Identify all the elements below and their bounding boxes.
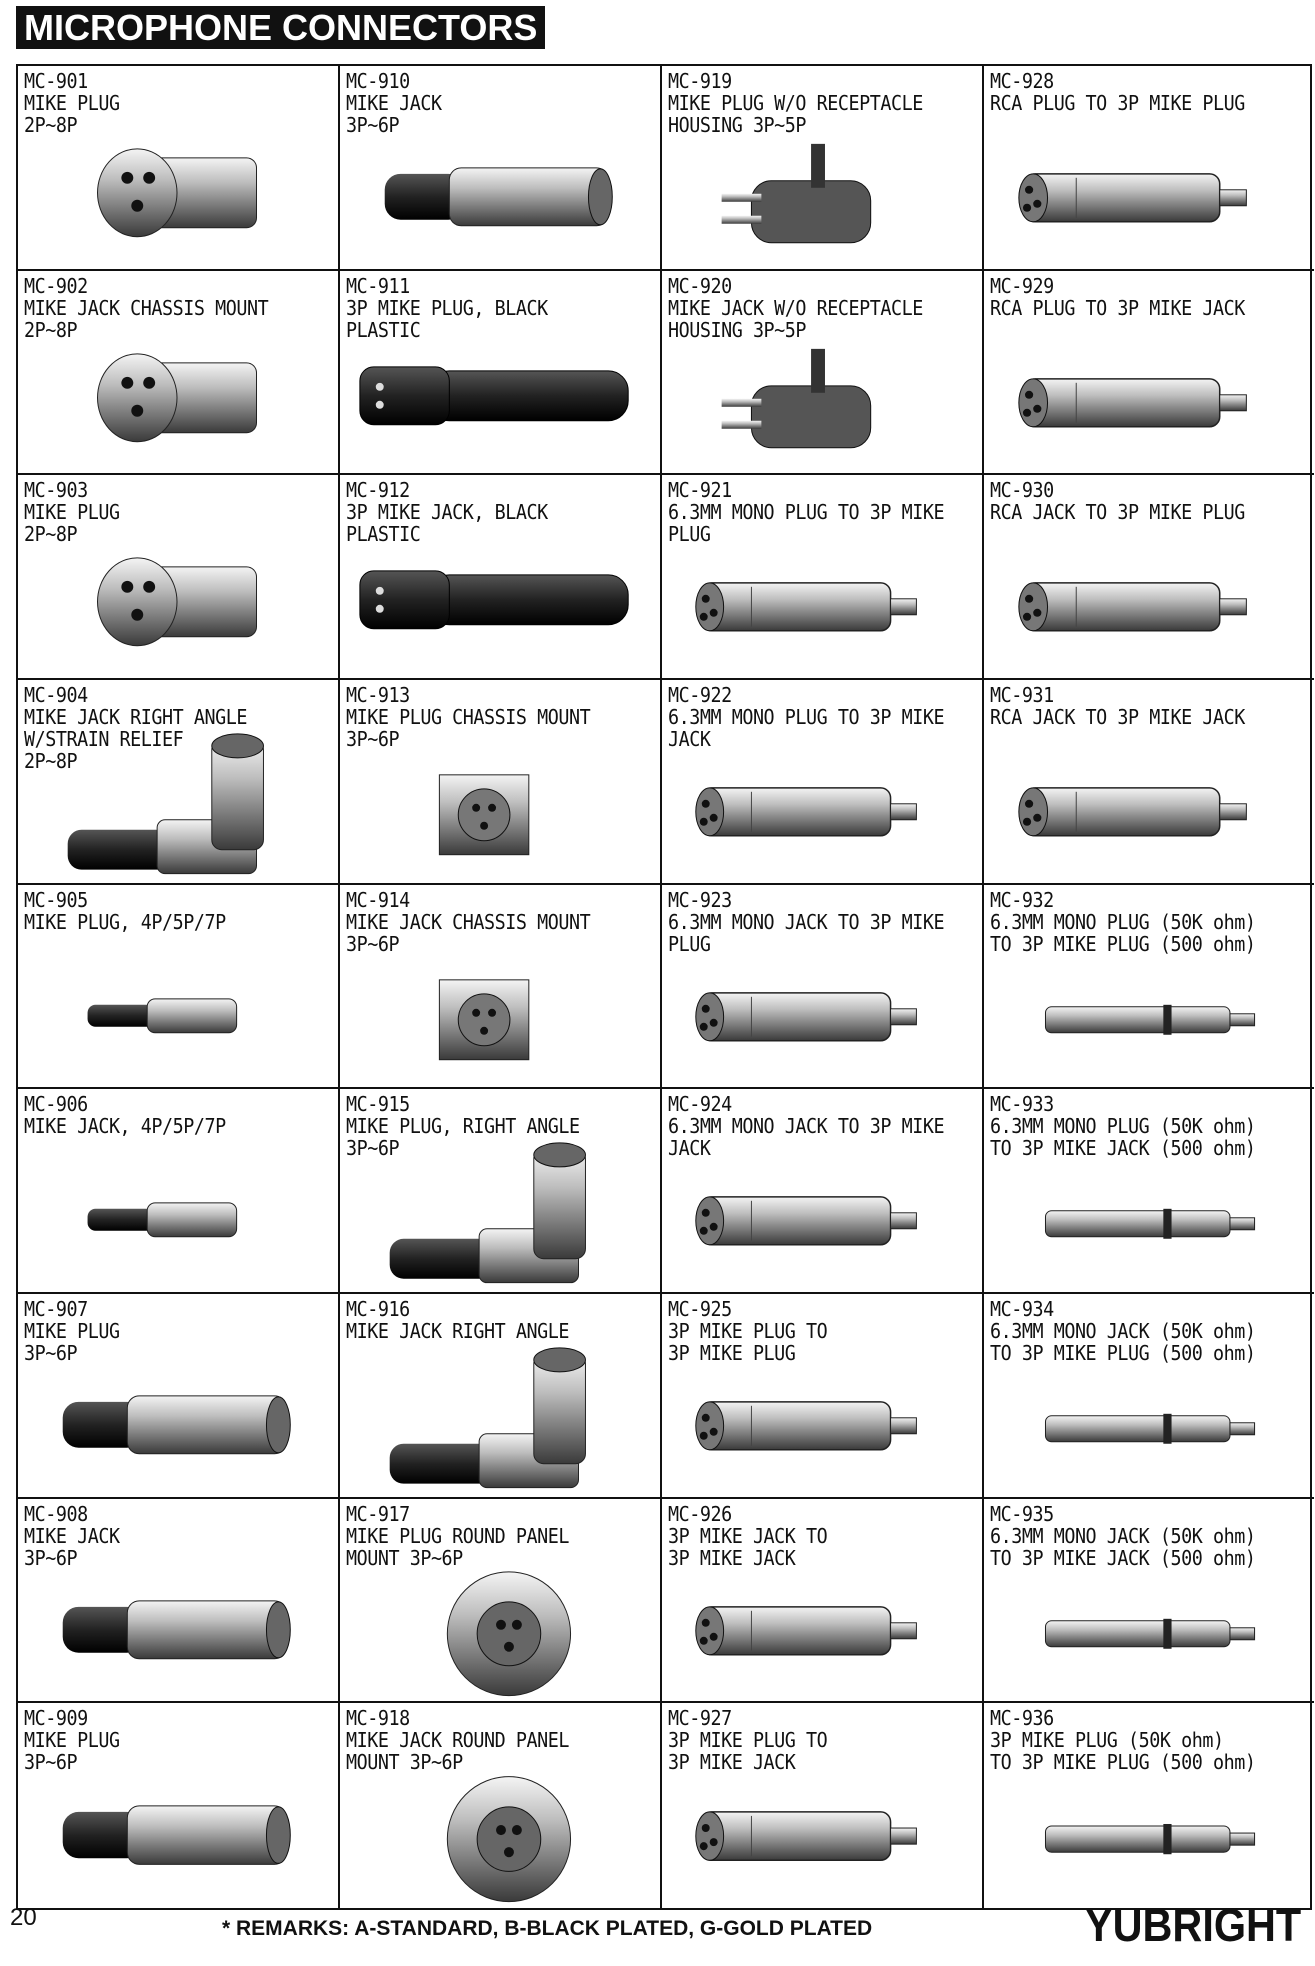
product-description: MIKE PLUG W/O RECEPTACLE HOUSING 3P~5P <box>668 91 923 137</box>
product-cell <box>984 66 1314 271</box>
product-cell <box>340 1089 662 1294</box>
product-cell <box>18 475 340 680</box>
product-description: 6.3MM MONO JACK TO 3P MIKE PLUG <box>668 909 945 956</box>
product-description: MIKE PLUG CHASSIS MOUNT 3P~6P <box>346 705 591 751</box>
product-description: MIKE PLUG 3P~6P <box>24 1319 120 1365</box>
product-description: MIKE PLUG ROUND PANEL MOUNT 3P~6P <box>346 1523 569 1570</box>
product-description: 3P MIKE PLUG, BLACK PLASTIC <box>346 295 548 342</box>
product-description: 3P MIKE JACK TO 3P MIKE JACK <box>668 1523 828 1570</box>
product-cell <box>340 271 662 476</box>
brand-logo: YUBRIGHT <box>1084 1899 1301 1951</box>
product-cell <box>340 885 662 1090</box>
product-cell <box>18 1089 340 1294</box>
product-code: MC-922 <box>668 683 732 707</box>
product-cell <box>340 475 662 680</box>
product-code: MC-904 <box>24 683 88 707</box>
product-cell <box>662 475 984 680</box>
product-code: MC-920 <box>668 273 732 298</box>
product-code: MC-915 <box>346 1092 410 1117</box>
product-cell <box>18 885 340 1090</box>
product-code: MC-906 <box>24 1092 88 1117</box>
product-description: MIKE JACK W/O RECEPTACLE HOUSING 3P~5P <box>668 295 923 342</box>
product-code: MC-928 <box>990 69 1054 93</box>
product-description: MIKE PLUG 3P~6P <box>24 1728 120 1775</box>
product-description: 3P MIKE PLUG TO 3P MIKE PLUG <box>668 1319 828 1365</box>
product-cell <box>984 1089 1314 1294</box>
page-number: 20 <box>10 1904 37 1931</box>
product-cell <box>984 1499 1314 1704</box>
product-code: MC-916 <box>346 1297 410 1321</box>
product-code: MC-931 <box>990 683 1054 707</box>
product-cell <box>984 475 1314 680</box>
product-code: MC-930 <box>990 478 1054 503</box>
product-cell <box>18 66 340 271</box>
product-code: MC-918 <box>346 1706 410 1731</box>
remarks-note: * REMARKS: A-STANDARD, B-BLACK PLATED, G-GOLD PLATED <box>222 1917 873 1940</box>
product-cell <box>662 1089 984 1294</box>
product-code: MC-908 <box>24 1501 88 1526</box>
product-code: MC-911 <box>346 273 410 298</box>
product-description: 6.3MM MONO PLUG (50K ohm) TO 3P MIKE PLUG (500 ohm) <box>990 909 1256 956</box>
product-code: MC-936 <box>990 1706 1054 1731</box>
product-code: MC-924 <box>668 1092 732 1117</box>
product-cell <box>662 1294 984 1499</box>
product-cell <box>984 885 1314 1090</box>
product-cell <box>340 1294 662 1499</box>
product-cell <box>340 1499 662 1704</box>
product-cell <box>340 680 662 885</box>
product-description: MIKE JACK CHASSIS MOUNT 2P~8P <box>24 295 269 342</box>
product-cell <box>662 66 984 271</box>
product-cell <box>984 271 1314 476</box>
product-code: MC-910 <box>346 69 410 93</box>
product-code: MC-912 <box>346 478 410 503</box>
product-cell <box>662 271 984 476</box>
product-cell <box>984 680 1314 885</box>
product-description: MIKE JACK RIGHT ANGLE <box>346 1319 569 1343</box>
page-title: MICROPHONE CONNECTORS <box>16 6 545 49</box>
product-cell <box>18 271 340 476</box>
product-cell <box>18 1499 340 1704</box>
product-description: MIKE JACK 3P~6P <box>24 1523 120 1570</box>
product-code: MC-903 <box>24 478 88 503</box>
product-description: 6.3MM MONO PLUG TO 3P MIKE JACK <box>668 705 945 751</box>
product-code: MC-901 <box>24 69 88 93</box>
product-cell <box>18 1294 340 1499</box>
product-code: MC-921 <box>668 478 732 503</box>
product-description: 6.3MM MONO JACK TO 3P MIKE JACK <box>668 1114 945 1161</box>
product-description: RCA PLUG TO 3P MIKE PLUG <box>990 91 1245 115</box>
product-cell <box>984 1703 1314 1908</box>
product-description: 3P MIKE PLUG (50K ohm) TO 3P MIKE PLUG (500 ohm) <box>990 1728 1256 1775</box>
product-cell <box>662 680 984 885</box>
product-description: MIKE PLUG, RIGHT ANGLE 3P~6P <box>346 1114 580 1161</box>
product-cell <box>340 1703 662 1908</box>
product-cell <box>18 680 340 885</box>
product-description: RCA JACK TO 3P MIKE JACK <box>990 705 1245 729</box>
product-description: MIKE PLUG, 4P/5P/7P <box>24 909 226 934</box>
product-code: MC-923 <box>668 887 732 912</box>
product-description: 3P MIKE JACK, BLACK PLASTIC <box>346 500 548 547</box>
product-cell <box>18 1703 340 1908</box>
product-code: MC-909 <box>24 1706 88 1731</box>
product-code: MC-935 <box>990 1501 1054 1526</box>
product-code: MC-929 <box>990 273 1054 298</box>
product-code: MC-934 <box>990 1297 1054 1321</box>
product-description: MIKE PLUG 2P~8P <box>24 91 120 137</box>
product-description: 6.3MM MONO JACK (50K ohm) TO 3P MIKE PLUG (500 ohm) <box>990 1319 1256 1365</box>
product-description: MIKE JACK 3P~6P <box>346 91 442 137</box>
product-description: MIKE JACK ROUND PANEL MOUNT 3P~6P <box>346 1728 569 1775</box>
product-code: MC-905 <box>24 887 88 912</box>
product-description: 6.3MM MONO PLUG TO 3P MIKE PLUG <box>668 500 945 547</box>
product-code: MC-902 <box>24 273 88 298</box>
product-grid <box>16 64 1312 1910</box>
product-cell <box>984 1294 1314 1499</box>
product-code: MC-926 <box>668 1501 732 1526</box>
product-code: MC-919 <box>668 69 732 93</box>
product-code: MC-933 <box>990 1092 1054 1117</box>
product-description: MIKE JACK RIGHT ANGLE W/STRAIN RELIEF 2P~8P <box>24 705 247 773</box>
product-code: MC-913 <box>346 683 410 707</box>
product-description: 6.3MM MONO JACK (50K ohm) TO 3P MIKE JACK (500 ohm) <box>990 1523 1256 1570</box>
product-code: MC-917 <box>346 1501 410 1526</box>
product-cell <box>662 885 984 1090</box>
product-code: MC-932 <box>990 887 1054 912</box>
product-description: 3P MIKE PLUG TO 3P MIKE JACK <box>668 1728 828 1775</box>
product-description: 6.3MM MONO PLUG (50K ohm) TO 3P MIKE JACK (500 ohm) <box>990 1114 1256 1161</box>
product-description: MIKE JACK, 4P/5P/7P <box>24 1114 226 1139</box>
product-description: MIKE JACK CHASSIS MOUNT 3P~6P <box>346 909 591 956</box>
product-description: MIKE PLUG 2P~8P <box>24 500 120 547</box>
product-code: MC-927 <box>668 1706 732 1731</box>
product-cell <box>662 1499 984 1704</box>
product-code: MC-925 <box>668 1297 732 1321</box>
product-description: RCA JACK TO 3P MIKE PLUG <box>990 500 1245 525</box>
product-cell <box>662 1703 984 1908</box>
product-description: RCA PLUG TO 3P MIKE JACK <box>990 295 1245 320</box>
product-code: MC-907 <box>24 1297 88 1321</box>
product-code: MC-914 <box>346 887 410 912</box>
product-cell <box>340 66 662 271</box>
